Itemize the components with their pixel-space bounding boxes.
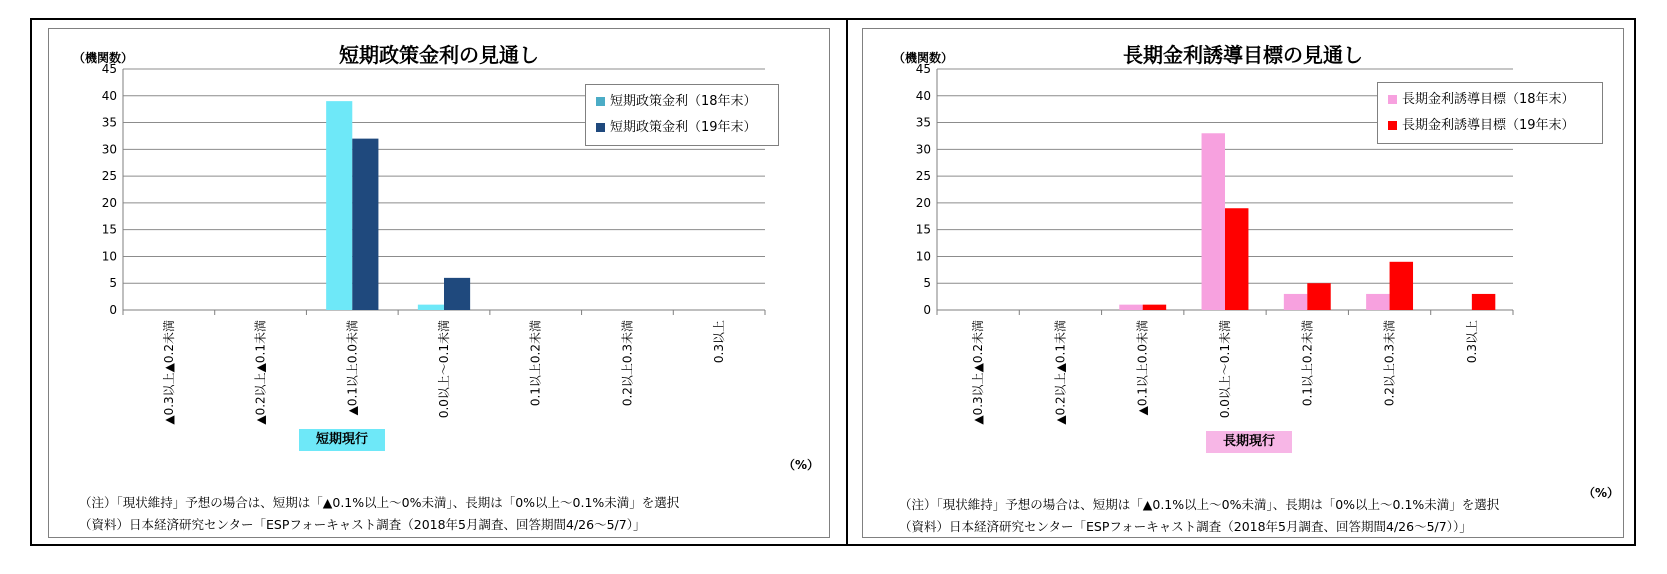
bar-series-1 (326, 101, 352, 310)
legend-swatch (596, 97, 605, 106)
x-tick-label: 0.3以上 (1464, 320, 1479, 364)
y-tick-label: 45 (915, 62, 931, 76)
y-tick-label: 15 (101, 222, 117, 237)
right-chart-panel (862, 28, 1624, 538)
legend-item-series-2 (596, 115, 768, 141)
y-tick-label: 35 (915, 115, 931, 130)
bar-series-1 (1119, 305, 1142, 310)
x-tick-label: 0.0以上～0.1未満 (1218, 320, 1232, 419)
legend-item-series-1 (1388, 87, 1592, 113)
bar-series-2 (1307, 283, 1330, 310)
legend-item-series-1 (596, 89, 768, 115)
x-tick-label: ▲0.3以上▲0.2未満 (971, 320, 986, 425)
y-tick-label: 10 (915, 249, 931, 264)
legend-swatch (1388, 121, 1397, 130)
legend-swatch (1388, 95, 1397, 104)
chart-note: （注）「現状維持」予想の場合は、短期は「▲0.1%以上～0%未満」、長期は「0%以上～0.1%未満」を選択 (79, 495, 680, 510)
x-tick-label: 0.3以上 (712, 320, 727, 364)
x-tick-label: ▲0.2以上▲0.1未満 (253, 320, 268, 425)
y-tick-label: 30 (915, 142, 931, 157)
y-axis-unit-label: （機関数） (73, 51, 134, 65)
y-tick-label: 40 (101, 88, 117, 103)
chart-title: 短期政策金利の見通し (339, 43, 539, 67)
y-tick-label: 20 (915, 195, 931, 210)
bar-series-2 (1143, 305, 1166, 310)
y-tick-label: 25 (101, 169, 117, 184)
x-tick-label: 0.1以上0.2未満 (528, 320, 543, 407)
x-tick-label: ▲0.1以上0.0未満 (1135, 320, 1150, 416)
y-tick-label: 35 (101, 115, 117, 130)
legend-label: 短期政策金利（19年末） (610, 120, 757, 135)
chart-note: （注）「現状維持」予想の場合は、短期は「▲0.1%以上～0%未満」、長期は「0%以上～0.1%未満」を選択 (899, 497, 1500, 512)
bar-series-2 (1390, 262, 1413, 310)
y-tick-label: 40 (915, 88, 931, 103)
bar-series-2 (1225, 208, 1248, 310)
bar-series-1 (1284, 294, 1307, 310)
y-tick-label: 0 (923, 303, 931, 317)
x-axis-unit-label: （%） (1583, 486, 1620, 500)
x-tick-label: ▲0.3以上▲0.2未満 (161, 320, 176, 425)
chart-source: （資料）日本経済研究センター「ESPフォーキャスト調査（2018年5月調査、回答期間4/26～5/7）」 (79, 517, 646, 532)
y-tick-label: 25 (915, 169, 931, 184)
legend-label: 長期金利誘導目標（18年末） (1402, 92, 1575, 107)
y-axis-unit-label: （機関数） (893, 51, 954, 65)
chart-legend (585, 84, 779, 146)
x-tick-label: ▲0.1以上0.0未満 (345, 320, 360, 416)
legend-label: 長期金利誘導目標（19年末） (1402, 118, 1575, 133)
x-tick-label: 0.2以上0.3未満 (1382, 320, 1397, 407)
y-tick-label: 20 (101, 195, 117, 210)
current-policy-badge: 長期現行 (1206, 431, 1292, 453)
x-tick-label: 0.2以上0.3未満 (620, 320, 635, 407)
chart-source: （資料）日本経済研究センター「ESPフォーキャスト調査（2018年5月調査、回答期間4/26～5/7））」 (899, 519, 1472, 534)
legend-swatch (596, 123, 605, 132)
left-chart-panel (48, 28, 830, 538)
legend-item-series-2 (1388, 113, 1592, 139)
y-tick-label: 0 (109, 303, 117, 317)
bar-series-2 (352, 139, 378, 310)
chart-title: 長期金利誘導目標の見通し (1123, 43, 1363, 67)
chart-legend (1377, 82, 1603, 144)
current-policy-badge: 短期現行 (299, 429, 385, 451)
bar-series-2 (1472, 294, 1495, 310)
y-tick-label: 15 (915, 222, 931, 237)
bar-series-1 (1202, 133, 1225, 310)
bar-series-1 (1366, 294, 1389, 310)
legend-label: 短期政策金利（18年末） (610, 94, 757, 109)
bar-series-2 (444, 278, 470, 310)
x-axis-unit-label: （%） (783, 458, 820, 472)
bar-series-1 (418, 305, 444, 310)
x-tick-label: 0.0以上～0.1未満 (437, 320, 451, 419)
y-tick-label: 45 (101, 62, 117, 76)
y-tick-label: 10 (101, 249, 117, 264)
y-tick-label: 5 (109, 276, 117, 291)
x-tick-label: ▲0.2以上▲0.1未満 (1053, 320, 1068, 425)
x-tick-label: 0.1以上0.2未満 (1300, 320, 1315, 407)
y-tick-label: 30 (101, 142, 117, 157)
y-tick-label: 5 (923, 276, 931, 291)
